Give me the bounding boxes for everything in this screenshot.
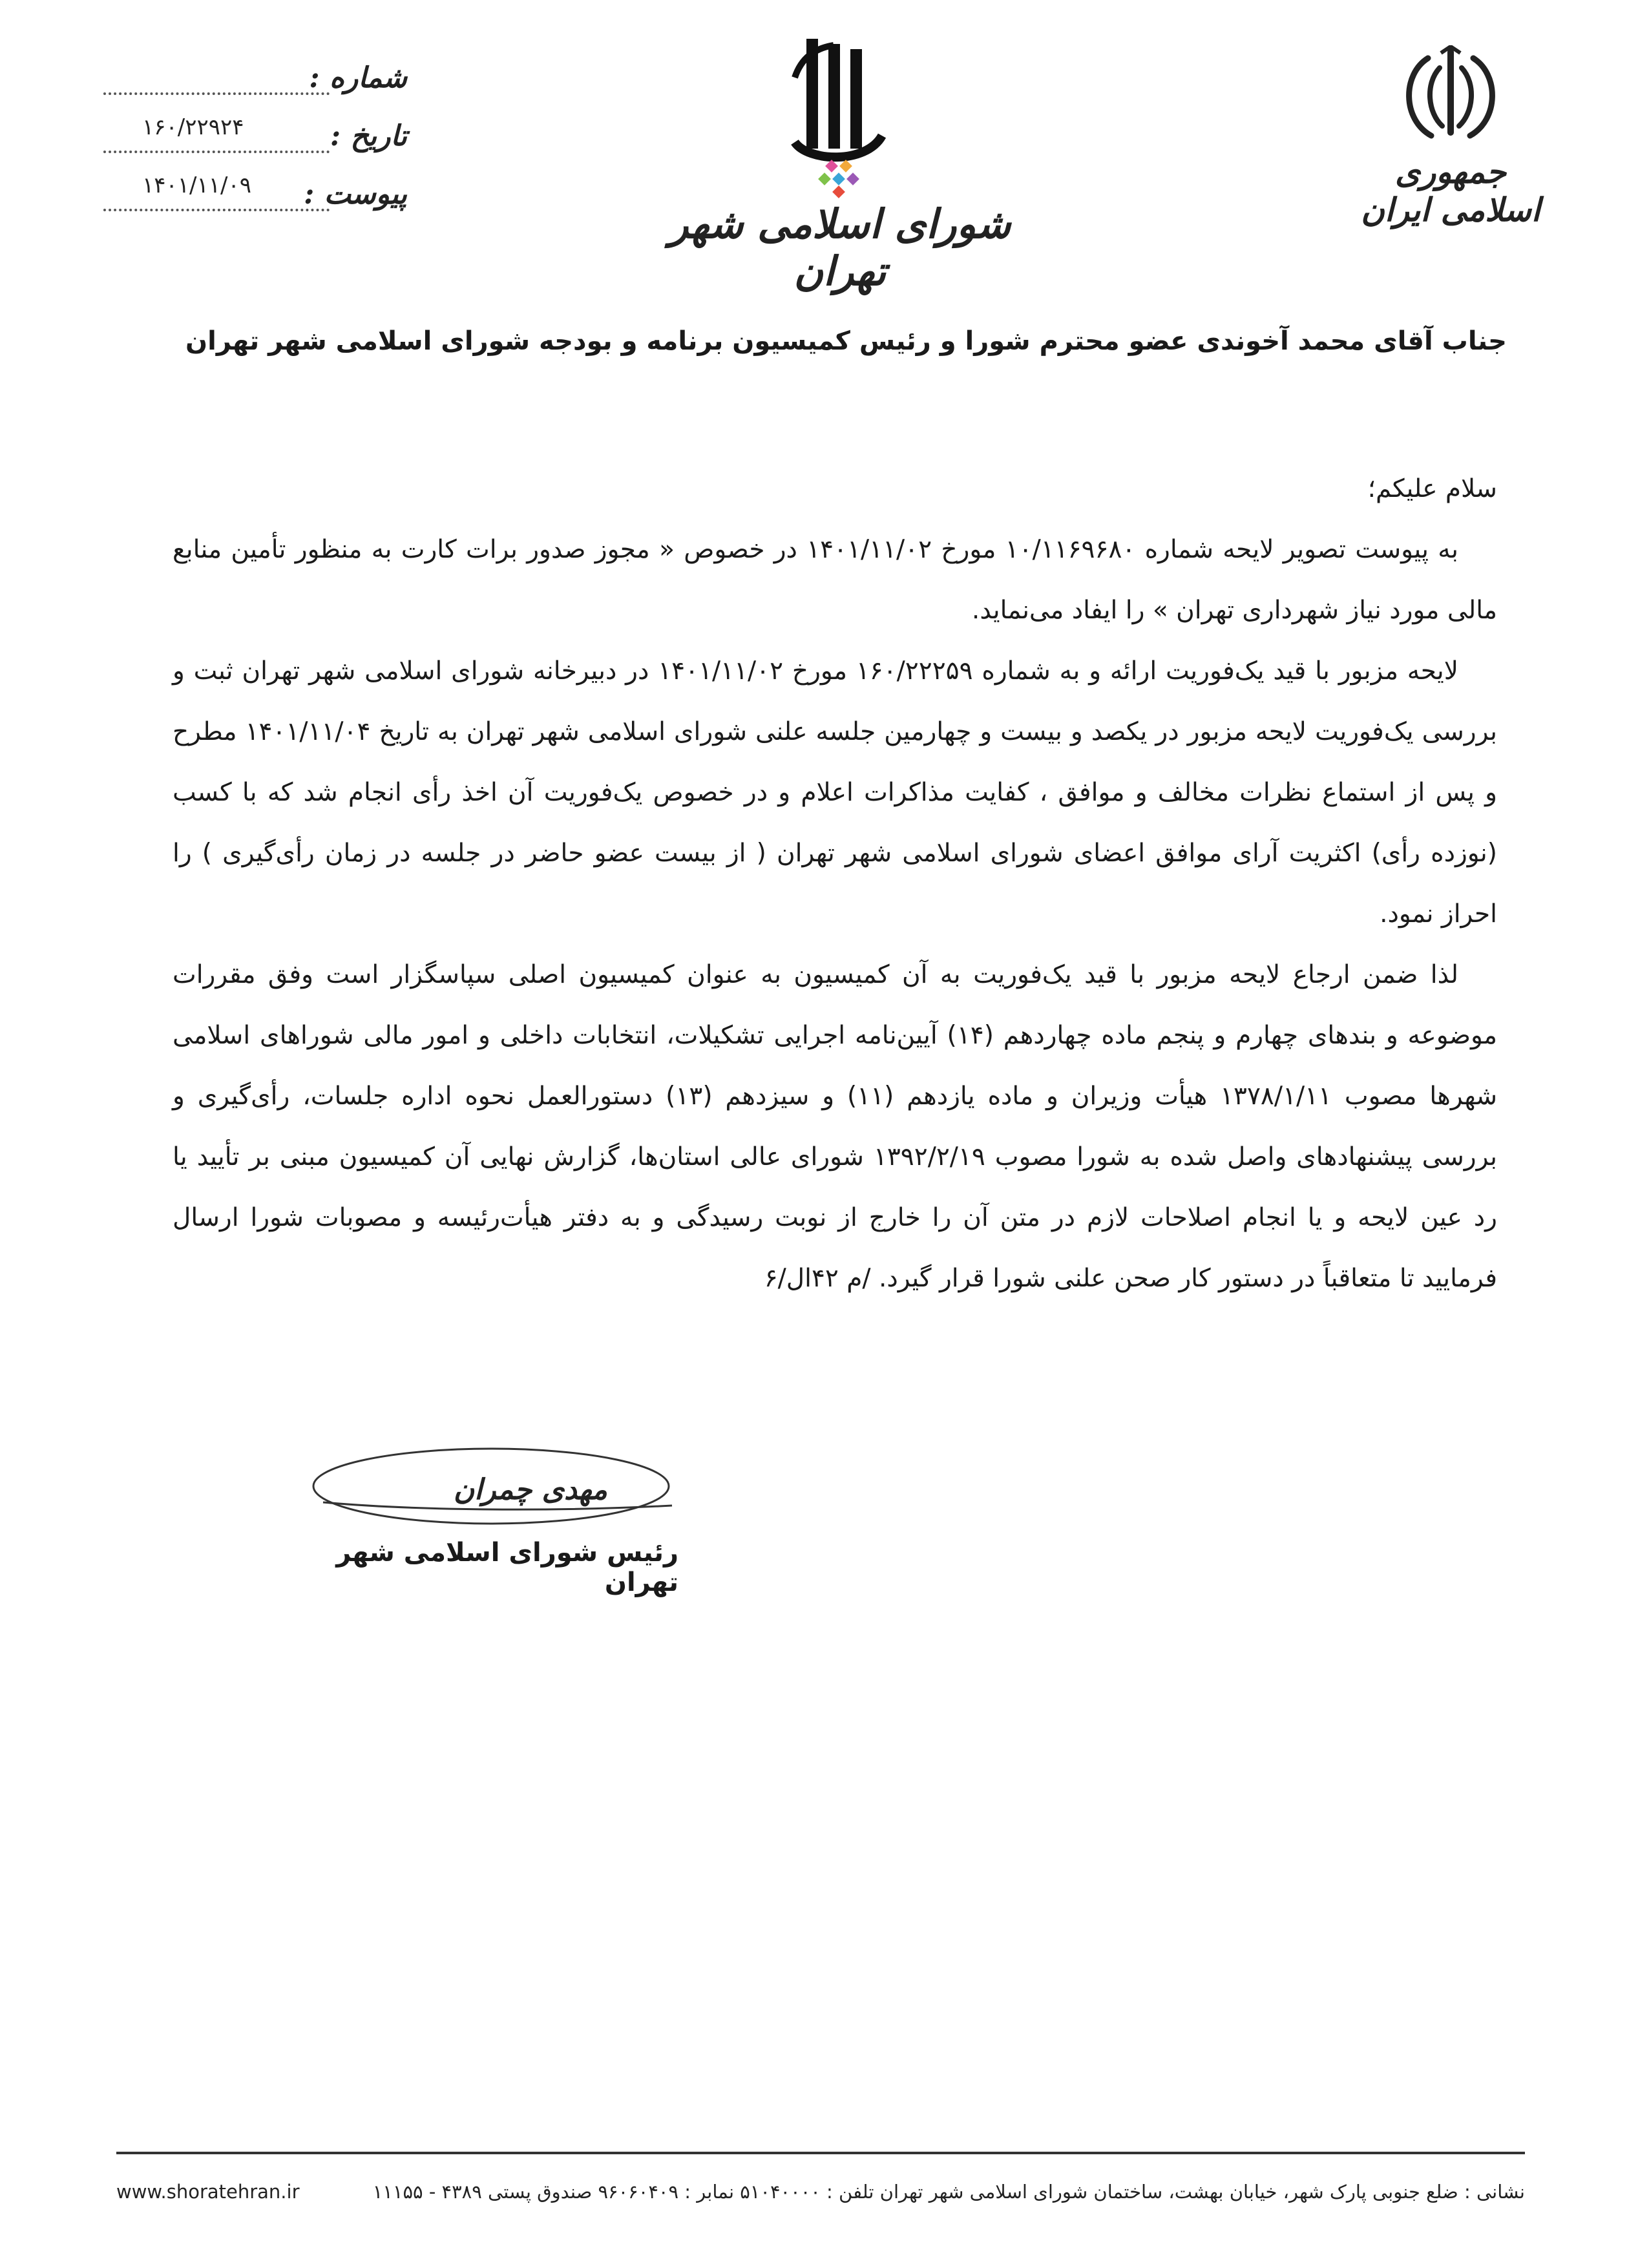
- footer: [116, 2181, 1525, 2220]
- meta-label: پیوست :: [304, 178, 407, 211]
- iran-emblem: [1344, 45, 1557, 229]
- meta-label: تاریخ :: [330, 120, 407, 152]
- council-caption: شورای اسلامی شهر تهران: [669, 200, 1011, 295]
- emblem-caption: جمهوری اسلامی ایران: [1361, 152, 1540, 229]
- meta-row-attachment: [103, 178, 407, 236]
- greeting: سلام علیکم؛: [1367, 474, 1497, 503]
- footer-divider: [116, 2152, 1525, 2154]
- meta-value: ۱۴۰۱/۱۱/۰۹: [142, 173, 252, 198]
- body-paragraph: به پیوست تصویر لایحه شماره ۱۰/۱۱۶۹۶۸۰ مورخ ۱۴۰۱/۱۱/۰۲ در خصوص « مجوز صدور برات کارت به منظور تأمین منابع مالی مورد نیاز شهرداری تهران » را ایفاد می‌نماید.: [173, 535, 1497, 625]
- meta-label: شماره :: [309, 61, 407, 94]
- signature-block: [304, 1441, 678, 1597]
- body-paragraph: لذا ضمن ارجاع لایحه مزبور با قید یک‌فوریت به آن کمیسیون به عنوان کمیسیون اصلی سپاسگزار است وفق مقررات موضوعه و بندهای چهارم و پنجم ماده چهاردهم (۱۴) آیین‌نامه اجرایی تشکیلات، انتخابات داخلی و امور مالی شوراهای اسلامی شهرها مصوب ۱۳۷۸/۱/۱۱ هیأت وزیران و ماده یازدهم (۱۱) و سیزدهم (۱۳) دستورالعمل نحوه اداره جلسات، رأی‌گیری و بررسی پیشنهادهای واصل شده به شورا مصوب ۱۳۹۲/۲/۱۹ شورای عالی استان‌ها، گزارش نهایی آن کمیسیون مبنی بر تأیید یا رد عین لایحه و یا انجام اصلاحات لازم در متن آن را خارج از نوبت رسیدگی و به دفتر هیأت‌رئیسه و مصوبات شورا ارسال فرمایید تا متعاقباً در دستور کار صحن علنی شورا قرار گیرد. /م ۴۲ال/۶: [173, 960, 1497, 1293]
- letter-meta: [103, 61, 407, 236]
- addressee: جناب آقای محمد آخوندی عضو محترم شورا و رئیس کمیسیون برنامه و بودجه شورای اسلامی شهر تهران: [185, 326, 1507, 356]
- meta-dotted-line: [103, 151, 330, 153]
- council-logo: [646, 32, 1034, 295]
- letter-body: [173, 459, 1497, 1309]
- meta-dotted-line: [103, 209, 330, 211]
- footer-website-link[interactable]: www.shoratehran.ir: [116, 2181, 300, 2203]
- signer-title: رئیس شورای اسلامی شهر تهران: [336, 1538, 678, 1597]
- footer-address: نشانی : ضلع جنوبی پارک شهر، خیابان بهشت، ساختمان شورای اسلامی شهر تهران تلفن : ۵۱۰۴۰۰۰۰ نمابر : ۹۶۰۶۰۴۰۹ صندوق پستی ۴۳۸۹ - ۱۱۱۵۵: [372, 2181, 1525, 2203]
- body-paragraph: لایحه مزبور با قید یک‌فوریت ارائه و به شماره ۱۶۰/۲۲۲۵۹ مورخ ۱۴۰۱/۱۱/۰۲ در دبیرخانه شورای اسلامی شهر تهران ثبت و بررسی یک‌فوریت لایحه مزبور در یکصد و بیست و چهارمین جلسه علنی شورای اسلامی شهر تهران به تاریخ ۱۴۰۱/۱۱/۰۴ مطرح و پس از استماع نظرات مخالف و موافق ، کفایت مذاکرات اعلام و در خصوص یک‌فوریت آن اخذ رأی انجام شد که با کسب (نوزده رأی) اکثریت آرای موافق اعضای شورای اسلامی شهر تهران ( از بیست عضو حاضر در جلسه در زمان رأی‌گیری ) را احراز نمود.: [173, 656, 1497, 929]
- meta-dotted-line: [103, 92, 330, 95]
- iran-emblem-icon: [1396, 45, 1506, 149]
- council-logo-icon: [769, 32, 911, 200]
- signer-name: مهدی چمران: [453, 1473, 607, 1506]
- meta-value: ۱۶۰/۲۲۹۲۴: [142, 114, 244, 140]
